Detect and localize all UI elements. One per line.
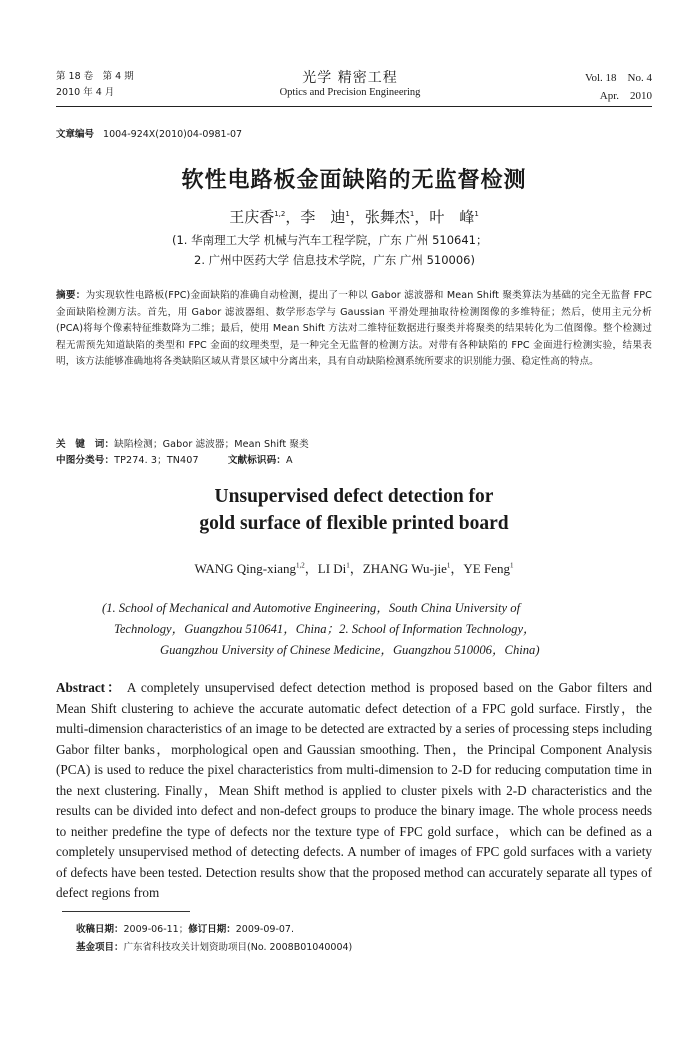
abstract-en-label: Abstract： — [56, 680, 123, 695]
keywords-cn — [56, 437, 309, 454]
author-cn-3-sup: 1 — [409, 210, 415, 218]
keywords-cn-text: 缺陷检测；Gabor 滤波器；Mean Shift 聚类 — [114, 439, 309, 450]
date-cn: 2010 年 4 月 — [56, 87, 115, 98]
fund-value: 广东省科技攻关计划资助项目(No. 2008B01040004) — [123, 942, 353, 953]
title-cn: 软性电路板金面缺陷的无监督检测 — [181, 168, 527, 193]
title-en-line1: Unsupervised defect detection for — [214, 486, 494, 507]
abstract-cn — [56, 288, 652, 371]
affiliation-en-line1: (1. School of Mechanical and Automotive Engineering，South China University of — [102, 601, 521, 615]
revised-label: 修订日期： — [188, 924, 236, 935]
fund-label: 基金项目： — [76, 942, 124, 953]
author-en-4-sup: 1 — [509, 561, 514, 570]
received-label: 收稿日期： — [76, 924, 124, 935]
abstract-cn-label: 摘要： — [56, 290, 86, 301]
clc-label: 中图分类号： — [56, 455, 115, 466]
abstract-en — [56, 678, 652, 904]
journal-title-cn: 光学 精密工程 — [302, 70, 398, 86]
author-cn-1: 王庆香 — [229, 208, 275, 226]
revised-value: 2009-09-07. — [235, 924, 294, 935]
author-en-3: ，ZHANG Wu-jie — [349, 561, 447, 576]
affiliation-en-line3: Guangzhou University of Chinese Medicine，Guangzhou 510006，China) — [160, 643, 540, 657]
article-number-value: 1004-924X(2010)04-0981-07 — [103, 129, 243, 140]
author-en-2: ，LI Di — [304, 561, 347, 576]
author-en-3-sup: 1 — [446, 561, 451, 570]
received-value: 2009-06-11； — [123, 924, 189, 935]
header-rule — [56, 106, 652, 107]
author-cn-4-sup: 1 — [474, 210, 479, 218]
footnote-fund — [76, 939, 352, 953]
author-en-1: WANG Qing-xiang — [194, 561, 296, 576]
authors-cn — [56, 206, 652, 227]
article-number-label: 文章编号 — [56, 129, 95, 140]
author-en-4: ，YE Feng — [450, 561, 510, 576]
author-en-1-sup: 1,2 — [296, 561, 305, 570]
authors-en — [56, 558, 652, 577]
abstract-cn-text: 为实现软性电路板(FPC)金面缺陷的准确自动检测，提出了一种以 Gabor 滤波器和 Mean Shift 聚类算法为基础的完全无监督 FPC 金面缺陷检测方法。首先，用 Gabor 滤波器组、数学形态学与 Gaussian 平滑处理抽取待检测图像的多维特征；然后，使用主元分析(PCA)将每个像素特征维数降为二维；最后，使用 Mean Shift 方法对二维特征数据进行聚类并将聚类的结果转化为二值图像。整个检测过程无需预先知道缺陷的类型和 FPC 金面的纹理类型，是一种完全无监督的检测方法。对带有各种缺陷的 FPC 金面进行检测实验，结果表明，该方法能够准确地将各类缺陷区域从背景区域中分离出来，具有自动缺陷检测系统所要求的识别能力强、稳定性高的特点。 — [56, 290, 652, 367]
title-en-line2: gold surface of flexible printed board — [199, 513, 509, 534]
affiliation-cn-line1: (1. 华南理工大学 机械与汽车工程学院，广东 广州 510641； — [172, 233, 488, 247]
clc-value: TP274. 3；TN407 — [114, 455, 199, 466]
volume-issue-en: Vol. 18 No. 4 — [584, 72, 652, 84]
author-cn-3: ，张舞杰 — [349, 208, 410, 226]
author-en-2-sup: 1 — [346, 561, 350, 570]
abstract-en-text: A completely unsupervised defect detection method is proposed based on the Gabor filters and Mean Shift clustering to achieve the accurate automatic defect detection of a FPC gold surface. Firstly，the multi-dimension characteristics of an image to be detected are extracted by a series of processing steps including Gabor filter banks，morphological open and Gaussian smoothing. Then，the Principal Component Analysis (PCA) is used to reduce the pixel characteristics from multi-dimension to 2-D for reducing computation time in the next clustering. Finally，Mean Shift method is applied to cluster pixels with 2-D characteristics and the results can be divided into defect and non-defect groups to produce the binary image. The whole process needs to neither predefine the type of defects nor the texture type of FPC gold surface，which can be defined as a completely unsupervised method of detecting defects. A number of images of FPC gold surfaces with a variety of defects have been tested. Detection results show that the proposed method can accurately separate all types of defect regions from — [56, 680, 652, 900]
author-cn-2: ，李 迪 — [285, 208, 346, 226]
date-en: Apr. 2010 — [599, 90, 652, 102]
volume-issue-cn: 第 18 卷 第 4 期 — [56, 71, 134, 82]
author-cn-1-sup: 1,2 — [274, 210, 286, 218]
doc-code-value: A — [286, 455, 293, 466]
keywords-cn-label: 关 键 词： — [56, 439, 115, 450]
doc-code-label: 文献标识码： — [227, 455, 287, 466]
journal-title-en: Optics and Precision Engineering — [279, 87, 421, 98]
affiliation-en-line2: Technology，Guangzhou 510641，China；2. School of Information Technology， — [114, 622, 536, 636]
footnote-rule — [62, 911, 190, 912]
author-cn-4: ，叶 峰 — [414, 208, 475, 226]
classification — [56, 453, 293, 470]
footnote-dates — [76, 921, 294, 935]
article-number — [56, 126, 242, 140]
affiliation-cn-line2: 2. 广州中医药大学 信息技术学院，广东 广州 510006) — [194, 253, 475, 267]
author-cn-2-sup: 1 — [345, 210, 350, 218]
